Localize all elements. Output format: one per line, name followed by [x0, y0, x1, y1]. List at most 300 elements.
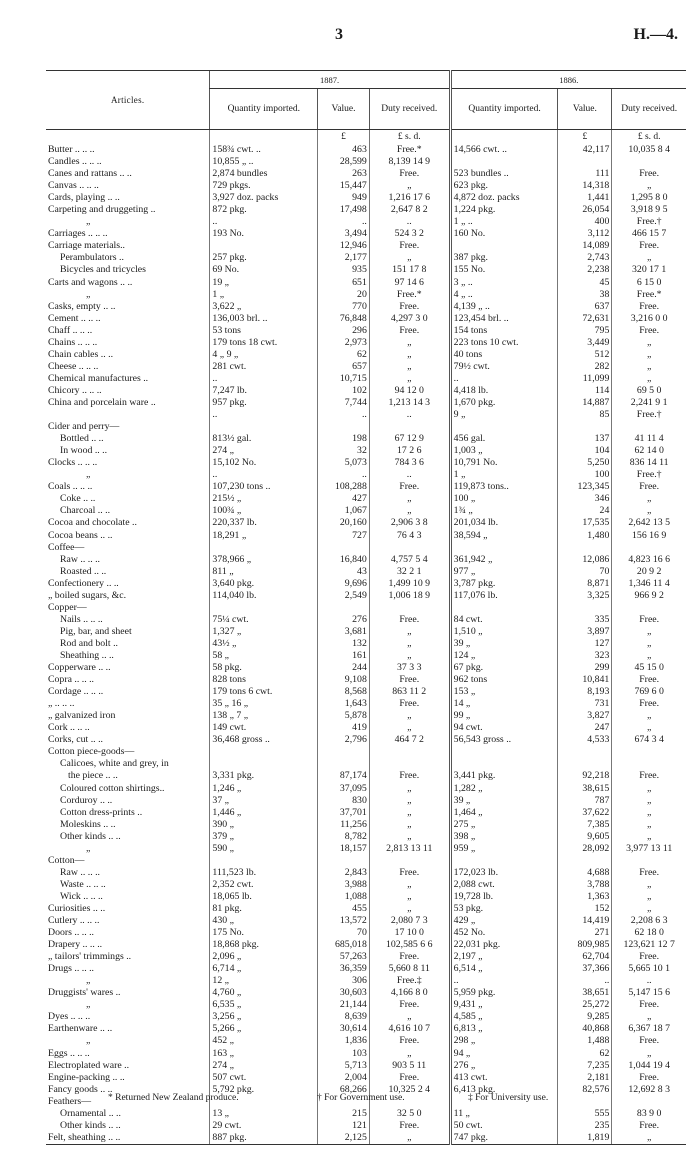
cell-value-1887: 427	[318, 493, 370, 505]
col-duty-1886: Duty received.	[612, 89, 686, 130]
table-row	[46, 397, 686, 409]
cell-value-1887: 30,603	[318, 987, 370, 999]
cell-quantity-1886: 40 tons	[450, 349, 558, 361]
cell-article: Rod and bolt ..	[60, 637, 118, 649]
footnote-government-use: † For Government use.	[317, 1093, 405, 1103]
cell-quantity-1887	[210, 421, 318, 433]
cell-article: „	[86, 999, 91, 1011]
cell-value-1886: 4,533	[558, 734, 612, 746]
cell-article: Sheathing .. ..	[60, 649, 114, 661]
cell-value-1886: 271	[558, 927, 612, 939]
cell-duty-1887: „	[369, 819, 450, 831]
cell-duty-1886: „	[612, 1011, 686, 1023]
cell-duty-1886: 674 3 4	[612, 734, 686, 746]
cell-quantity-1887: 507 cwt.	[210, 1072, 318, 1084]
cell-duty-1887: Free.	[369, 614, 450, 626]
cell-value-1886: 11,099	[558, 373, 612, 385]
cell-quantity-1886: 275 „	[450, 819, 558, 831]
cell-quantity-1886: 1,510 „	[450, 626, 558, 638]
cell-article: Carriages .. .. ..	[48, 228, 108, 240]
cell-quantity-1887: 2,352 cwt.	[210, 879, 318, 891]
cell-value-1887: 1,836	[318, 1035, 370, 1047]
cell-duty-1887: 37 3 3	[369, 662, 450, 674]
cell-article: Chicory .. .. ..	[48, 384, 102, 396]
table-row	[46, 662, 686, 674]
cell-value-1887: 57,263	[318, 951, 370, 963]
cell-duty-1887: „	[369, 373, 450, 385]
cell-quantity-1886: 50 cwt.	[450, 1120, 558, 1132]
cell-quantity-1887: 452 „	[210, 1035, 318, 1047]
table-row	[46, 204, 686, 216]
cell-duty-1887: ..	[369, 216, 450, 228]
cell-duty-1887: 1,216 17 6	[369, 192, 450, 204]
cell-article: Coffee—	[48, 541, 85, 553]
cell-quantity-1886: 4,139 „ ..	[450, 301, 558, 313]
cell-article: Wick .. .. ..	[60, 890, 103, 902]
cell-quantity-1886: 99 „	[450, 710, 558, 722]
cell-value-1886: 787	[558, 795, 612, 807]
table-row	[46, 1023, 686, 1035]
table-row	[46, 758, 686, 770]
cell-article: Doors .. .. ..	[48, 927, 94, 939]
cell-duty-1886: „	[612, 879, 686, 891]
table-row	[46, 698, 686, 710]
cell-article: Feathers—	[48, 1095, 91, 1107]
cell-duty-1887: Free.	[369, 240, 450, 252]
cell-value-1887: 121	[318, 1120, 370, 1132]
cell-duty-1887: 8,139 14 9	[369, 156, 450, 168]
cell-quantity-1886: 1 „	[450, 469, 558, 481]
cell-duty-1886: „	[612, 505, 686, 517]
cell-quantity-1887: 37 „	[210, 795, 318, 807]
cell-value-1887: 2,125	[318, 1132, 370, 1145]
cell-quantity-1887: ..	[210, 469, 318, 481]
cell-duty-1886: „	[612, 807, 686, 819]
cell-article: Coke .. ..	[60, 493, 96, 505]
cell-quantity-1886: 84 cwt.	[450, 614, 558, 626]
cell-quantity-1887: 887 pkg.	[210, 1132, 318, 1145]
table-row	[46, 421, 686, 433]
cell-quantity-1886: 100 „	[450, 493, 558, 505]
cell-value-1886	[558, 1096, 612, 1108]
cell-quantity-1887: 175 No.	[210, 927, 318, 939]
cell-quantity-1887: 58 pkg.	[210, 662, 318, 674]
table-row	[46, 289, 686, 301]
cell-duty-1886: 769 6 0	[612, 686, 686, 698]
cell-quantity-1887: 957 pkg.	[210, 397, 318, 409]
cell-duty-1886: Free.	[612, 1035, 686, 1047]
table-row	[46, 855, 686, 867]
cell-duty-1887: 2,080 7 3	[369, 915, 450, 927]
cell-quantity-1886: 38,594 „	[450, 530, 558, 542]
cell-article: Other kinds .. ..	[60, 830, 121, 842]
cell-duty-1886: Free.	[612, 481, 686, 493]
cell-quantity-1886: 3,787 pkg.	[450, 578, 558, 590]
cell-duty-1887: 4,297 3 0	[369, 313, 450, 325]
table-row	[46, 614, 686, 626]
cell-value-1886: 127	[558, 638, 612, 650]
cell-quantity-1886: 959 „	[450, 843, 558, 855]
cell-value-1887: 70	[318, 927, 370, 939]
cell-article: Casks, empty .. ..	[48, 300, 116, 312]
table-row	[46, 542, 686, 554]
cell-quantity-1887: 138 „ 7 „	[210, 710, 318, 722]
cell-duty-1887: Free.*	[369, 144, 450, 156]
cell-value-1887: 949	[318, 192, 370, 204]
cell-article: Drapery .. .. ..	[48, 939, 103, 951]
cell-quantity-1887: 1,446 „	[210, 807, 318, 819]
col-articles: Articles.	[46, 71, 210, 130]
cell-article: Copra .. .. ..	[48, 674, 94, 686]
cell-article: Copperware .. ..	[48, 662, 111, 674]
cell-duty-1886: 4,823 16 6	[612, 554, 686, 566]
cell-value-1887: 7,744	[318, 397, 370, 409]
cell-duty-1887: „	[369, 638, 450, 650]
table-row	[46, 795, 686, 807]
cell-quantity-1887: 274 „	[210, 445, 318, 457]
table-row	[46, 277, 686, 289]
cell-value-1887: 28,599	[318, 156, 370, 168]
cell-quantity-1887: 590 „	[210, 843, 318, 855]
cell-quantity-1886: 1,464 „	[450, 807, 558, 819]
cell-value-1887: 108,288	[318, 481, 370, 493]
cell-quantity-1887: 43½ „	[210, 638, 318, 650]
cell-quantity-1886: 10,791 No.	[450, 457, 558, 469]
cell-duty-1886: 1,346 11 4	[612, 578, 686, 590]
cell-value-1886: 12,086	[558, 554, 612, 566]
cell-value-1886: 235	[558, 1120, 612, 1132]
year-1886: 1886.	[450, 71, 686, 89]
cell-quantity-1887: 220,337 lb.	[210, 517, 318, 529]
cell-quantity-1887: 7,247 lb.	[210, 385, 318, 397]
cell-article: „	[86, 469, 91, 481]
cell-quantity-1887	[210, 602, 318, 614]
cell-article: Butter .. .. ..	[48, 144, 95, 156]
cell-quantity-1887: 18,291 „	[210, 530, 318, 542]
cell-duty-1887: Free.	[369, 481, 450, 493]
cell-duty-1886: 83 9 0	[612, 1108, 686, 1120]
cell-duty-1886: Free.	[612, 301, 686, 313]
cell-duty-1886: Free.†	[612, 216, 686, 228]
cell-value-1887: 276	[318, 614, 370, 626]
cell-value-1887: 76,848	[318, 313, 370, 325]
cell-value-1886: 40,868	[558, 1023, 612, 1035]
table-row	[46, 590, 686, 602]
table-row	[46, 409, 686, 421]
cell-duty-1887: „	[369, 252, 450, 264]
cell-duty-1887: „	[369, 1011, 450, 1023]
cell-article: Copper—	[48, 601, 87, 613]
cell-value-1886: 3,827	[558, 710, 612, 722]
cell-value-1887: 103	[318, 1048, 370, 1060]
cell-value-1887	[318, 855, 370, 867]
cell-duty-1887: „	[369, 1132, 450, 1145]
cell-quantity-1886: 117,076 lb.	[450, 590, 558, 602]
table-row	[46, 156, 686, 168]
cell-duty-1886: „	[612, 795, 686, 807]
table-row	[46, 168, 686, 180]
cell-value-1886: 114	[558, 385, 612, 397]
cell-value-1887: 651	[318, 277, 370, 289]
cell-duty-1886: Free.	[612, 240, 686, 252]
cell-quantity-1887: 10,855 „ ..	[210, 156, 318, 168]
cell-article: Felt, sheathing .. ..	[46, 1132, 210, 1145]
cell-duty-1887: ..	[369, 469, 450, 481]
cell-quantity-1886: 747 pkg.	[450, 1132, 558, 1145]
table-row	[46, 240, 686, 252]
cell-value-1887: 215	[318, 1108, 370, 1120]
cell-article: Chemical manufactures ..	[48, 372, 149, 384]
cell-quantity-1887: 75¼ cwt.	[210, 614, 318, 626]
cell-article: Cork .. .. ..	[48, 722, 90, 734]
cell-value-1886: 795	[558, 325, 612, 337]
cell-article: Pig, bar, and sheet	[60, 625, 132, 637]
cell-duty-1887: „	[369, 650, 450, 662]
cell-value-1887: 5,878	[318, 710, 370, 722]
cell-duty-1887: 94 12 0	[369, 385, 450, 397]
cell-quantity-1886: 1¾ „	[450, 505, 558, 517]
table-row	[46, 782, 686, 794]
cell-duty-1887: „	[369, 722, 450, 734]
cell-quantity-1886: 22,031 pkg.	[450, 939, 558, 951]
cell-quantity-1886: 39 „	[450, 638, 558, 650]
cell-article: Cotton piece-goods—	[48, 746, 135, 758]
cell-value-1886: 92,218	[558, 770, 612, 782]
cell-value-1886: 100	[558, 469, 612, 481]
cell-value-1886: 14,419	[558, 915, 612, 927]
table-row	[46, 903, 686, 915]
currency-value-1886: £	[558, 130, 612, 145]
cell-duty-1887: 903 5 11	[369, 1060, 450, 1072]
cell-duty-1887: „	[369, 626, 450, 638]
cell-quantity-1887: 69 No.	[210, 264, 318, 276]
cell-duty-1886: 156 16 9	[612, 530, 686, 542]
cell-duty-1886	[612, 602, 686, 614]
cell-quantity-1886: 94 cwt.	[450, 722, 558, 734]
cell-quantity-1886: 1 „ ..	[450, 216, 558, 228]
cell-value-1887: 455	[318, 903, 370, 915]
cell-value-1886: 28,092	[558, 843, 612, 855]
cell-value-1886: 400	[558, 216, 612, 228]
cell-quantity-1886: 154 tons	[450, 325, 558, 337]
cell-article: „	[86, 975, 91, 987]
cell-article: „ tailors' trimmings ..	[48, 951, 132, 963]
table-row	[46, 325, 686, 337]
cell-duty-1886: 3,977 13 11	[612, 843, 686, 855]
cell-value-1887: 43	[318, 566, 370, 578]
table-row	[46, 517, 686, 529]
cell-duty-1886: 69 5 0	[612, 385, 686, 397]
cell-quantity-1886	[450, 602, 558, 614]
cell-value-1887: 17,498	[318, 204, 370, 216]
cell-value-1886	[558, 746, 612, 758]
cell-quantity-1887: 257 pkg.	[210, 252, 318, 264]
cell-article: Charcoal .. ..	[60, 505, 111, 517]
cell-duty-1886: 5,665 10 1	[612, 963, 686, 975]
cell-duty-1886: 1,044 19 4	[612, 1060, 686, 1072]
cell-quantity-1887: 215½ „	[210, 493, 318, 505]
cell-quantity-1886: 1,282 „	[450, 782, 558, 794]
table-row	[46, 530, 686, 542]
cell-quantity-1886: 19,728 lb.	[450, 891, 558, 903]
cell-value-1886: 72,631	[558, 313, 612, 325]
cell-article: Cider and perry—	[48, 421, 120, 433]
cell-duty-1887: „	[369, 795, 450, 807]
cell-value-1887: 2,796	[318, 734, 370, 746]
cell-value-1886	[558, 542, 612, 554]
cell-quantity-1887: 872 pkg.	[210, 204, 318, 216]
cell-article: Roasted .. ..	[60, 565, 107, 577]
cell-value-1887: 5,713	[318, 1060, 370, 1072]
cell-value-1887: 2,843	[318, 867, 370, 879]
cell-value-1886: 42,117	[558, 144, 612, 156]
cell-article: Coals .. .. ..	[48, 481, 93, 493]
cell-value-1886: 2,181	[558, 1072, 612, 1084]
cell-duty-1887: 784 3 6	[369, 457, 450, 469]
cell-duty-1887: Free.	[369, 867, 450, 879]
cell-value-1886	[558, 855, 612, 867]
cell-duty-1887: 524 3 2	[369, 228, 450, 240]
cell-article: In wood .. ..	[60, 445, 108, 457]
cell-article: Candles .. .. ..	[48, 156, 102, 168]
cell-quantity-1886: 6,514 „	[450, 963, 558, 975]
cell-duty-1886: „	[612, 349, 686, 361]
table-row	[46, 626, 686, 638]
cell-quantity-1887: 163 „	[210, 1048, 318, 1060]
table-body	[46, 130, 686, 1145]
cell-duty-1887	[369, 421, 450, 433]
cell-quantity-1887: 158¾ cwt. ..	[210, 144, 318, 156]
cell-quantity-1887: 29 cwt.	[210, 1120, 318, 1132]
cell-quantity-1887: 379 „	[210, 831, 318, 843]
cell-duty-1886: „	[612, 891, 686, 903]
cell-value-1887: 685,018	[318, 939, 370, 951]
cell-value-1886: 25,272	[558, 999, 612, 1011]
cell-quantity-1886: ..	[450, 373, 558, 385]
cell-quantity-1886: 201,034 lb.	[450, 517, 558, 529]
cell-article: Eggs .. .. ..	[48, 1047, 90, 1059]
cell-article: Cocoa beans .. ..	[48, 529, 113, 541]
cell-value-1887: 296	[318, 325, 370, 337]
table-row	[46, 457, 686, 469]
cell-article: Canvas .. .. ..	[48, 180, 99, 192]
cell-value-1886: 38	[558, 289, 612, 301]
cell-article: Carpeting and druggeting ..	[48, 204, 156, 216]
cell-duty-1886: 966 9 2	[612, 590, 686, 602]
cell-value-1886: 9,605	[558, 831, 612, 843]
cell-quantity-1886: 3,441 pkg.	[450, 770, 558, 782]
cell-duty-1886: „	[612, 638, 686, 650]
currency-duty-1887: £ s. d.	[369, 130, 450, 145]
cell-quantity-1887: 4 „ 9 „	[210, 349, 318, 361]
cell-duty-1886	[612, 855, 686, 867]
cell-article: Earthenware .. ..	[48, 1023, 113, 1035]
cell-value-1887: 10,715	[318, 373, 370, 385]
cell-quantity-1887: 114,040 lb.	[210, 590, 318, 602]
cell-value-1887: 935	[318, 264, 370, 276]
cell-quantity-1886: 56,543 gross ..	[450, 734, 558, 746]
cell-value-1887	[318, 746, 370, 758]
cell-duty-1886	[612, 1096, 686, 1108]
cell-value-1886: 8,871	[558, 578, 612, 590]
cell-duty-1887: 464 7 2	[369, 734, 450, 746]
cell-duty-1886: 3,216 0 0	[612, 313, 686, 325]
cell-duty-1886: 2,208 6 3	[612, 915, 686, 927]
cell-duty-1886: Free.	[612, 867, 686, 879]
cell-value-1887: 30,614	[318, 1023, 370, 1035]
table-row	[46, 385, 686, 397]
cell-article: „ boiled sugars, &c.	[48, 589, 127, 601]
cell-quantity-1887: 3,256 „	[210, 1011, 318, 1023]
cell-quantity-1887: 15,102 No.	[210, 457, 318, 469]
cell-article: Perambulators ..	[60, 252, 124, 264]
cell-quantity-1886	[450, 855, 558, 867]
cell-quantity-1887: 12 „	[210, 975, 318, 987]
cell-article: Cotton—	[48, 854, 85, 866]
table-row	[46, 891, 686, 903]
cell-value-1887: 8,782	[318, 831, 370, 843]
cell-value-1886: 62	[558, 1048, 612, 1060]
cell-value-1886: 45	[558, 277, 612, 289]
cell-value-1886: 5,250	[558, 457, 612, 469]
cell-quantity-1887: 36,468 gross ..	[210, 734, 318, 746]
cell-quantity-1886: 6,813 „	[450, 1023, 558, 1035]
cell-quantity-1887: 430 „	[210, 915, 318, 927]
cell-article: Corks, cut .. ..	[48, 734, 103, 746]
cell-article: Fancy goods .. ..	[48, 1083, 113, 1095]
cell-duty-1886: 1,295 8 0	[612, 192, 686, 204]
cell-value-1887	[318, 602, 370, 614]
cell-duty-1886: „	[612, 782, 686, 794]
table-row	[46, 1011, 686, 1023]
cell-duty-1887: 67 12 9	[369, 433, 450, 445]
table-row	[46, 144, 686, 156]
cell-quantity-1887: 149 cwt.	[210, 722, 318, 734]
cell-value-1887: 1,643	[318, 698, 370, 710]
table-row	[46, 1072, 686, 1084]
cell-quantity-1886: 5,959 pkg.	[450, 987, 558, 999]
cell-duty-1886: 62 18 0	[612, 927, 686, 939]
table-row	[46, 349, 686, 361]
cell-quantity-1886: 523 bundles ..	[450, 168, 558, 180]
table-row	[46, 361, 686, 373]
cell-value-1887: 306	[318, 975, 370, 987]
cell-value-1887: 9,696	[318, 578, 370, 590]
cell-quantity-1887	[210, 758, 318, 770]
cell-quantity-1886: 14 „	[450, 698, 558, 710]
currency-blank	[46, 130, 210, 145]
cell-quantity-1886: 1,003 „	[450, 445, 558, 457]
table-row	[46, 746, 686, 758]
cell-duty-1887: „	[369, 891, 450, 903]
cell-value-1887: 68,266	[318, 1084, 370, 1096]
table-row	[46, 638, 686, 650]
cell-quantity-1886: 160 No.	[450, 228, 558, 240]
table-row	[46, 1132, 686, 1145]
cell-duty-1886	[612, 542, 686, 554]
table-row	[46, 469, 686, 481]
cell-value-1886: 7,235	[558, 1060, 612, 1072]
table-row	[46, 807, 686, 819]
table-row	[46, 710, 686, 722]
cell-quantity-1886	[450, 542, 558, 554]
cell-quantity-1886: 977 „	[450, 566, 558, 578]
cell-value-1887	[318, 421, 370, 433]
cell-value-1886: 1,488	[558, 1035, 612, 1047]
table-row	[46, 578, 686, 590]
cell-quantity-1886	[450, 758, 558, 770]
cell-quantity-1887: 193 No.	[210, 228, 318, 240]
